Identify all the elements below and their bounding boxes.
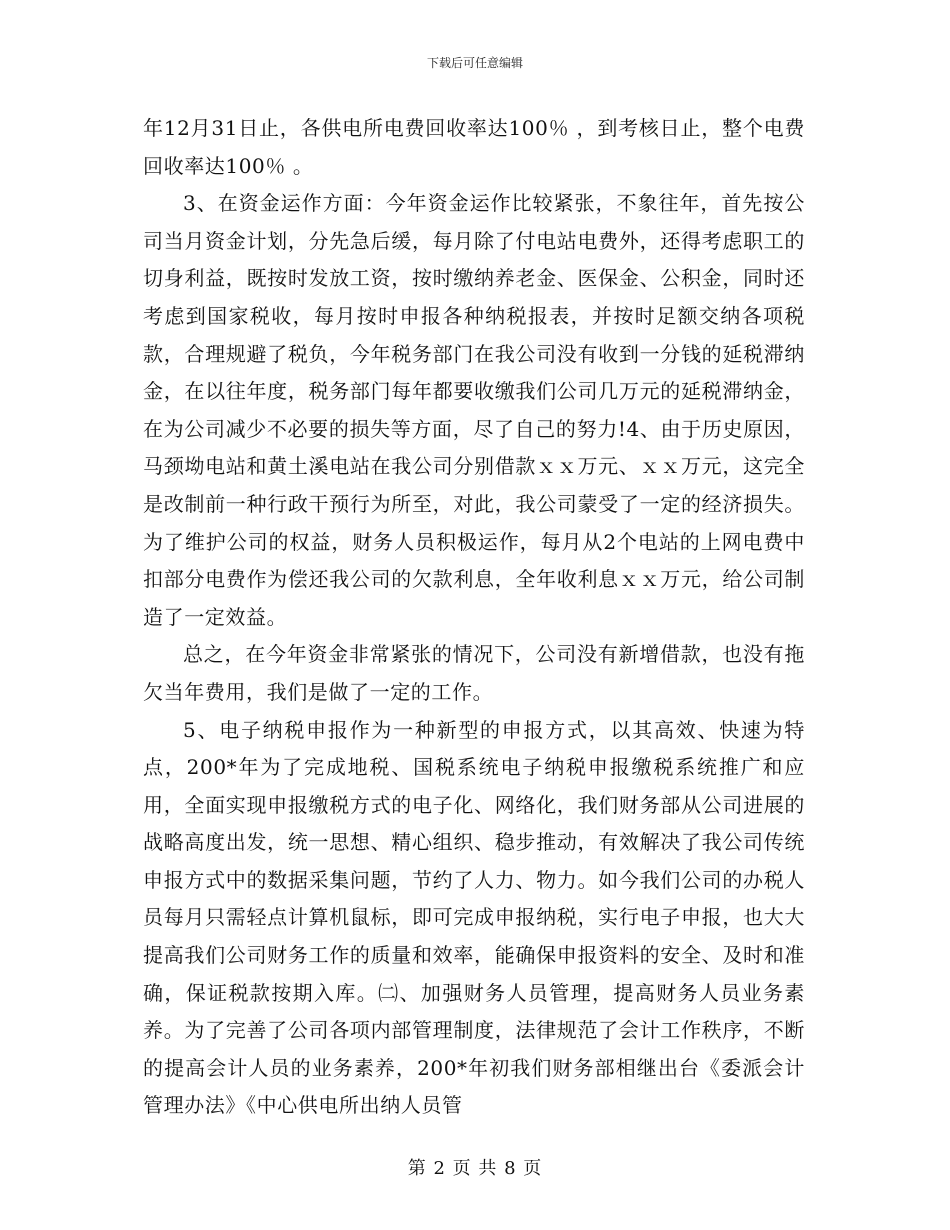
- paragraph-1: 年12月31日止，各供电所电费回收率达100％ ，到考核日止，整个电费回收率达100％ 。: [143, 116, 805, 178]
- document-body: [143, 110, 805, 1125]
- page-header: 下载后可任意编辑: [426, 56, 523, 70]
- paragraph-4: 5、电子纳税申报作为一种新型的申报方式，以其高效、快速为特点，200*年为了完成地税、国税系统电子纳税申报缴税系统推广和应用，全面实现申报缴税方式的电子化、网络化，我们财务部从公司进展的战略高度出发，统一思想、精心组织、稳步推动，有效解决了我公司传统申报方式中的数据采集问题，节约了人力、物力。如今我们公司的办税人员每月只需轻点计算机鼠标，即可完成申报纳税，实行电子申报，也大大提高我们公司财务工作的质量和效率，能确保申报资料的安全、及时和准确，保证税款按期入库。㈡、加强财务人员管理，提高财务人员业务素养。为了完善了公司各项内部管理制度，法律规范了会计工作秩序，不断的提高会计人员的业务素养，200*年初我们财务部相继出台《委派会计管理办法》《中心供电所出纳人员管: [143, 717, 805, 1118]
- paragraph-3: 总之，在今年资金非常紧张的情况下，公司没有新增借款，也没有拖欠当年费用，我们是做了一定的工作。: [143, 642, 805, 704]
- page-number: 第 2 页 共 8 页: [407, 1158, 543, 1179]
- paragraph-2: 3、在资金运作方面：今年资金运作比较紧张，不象往年，首先按公司当月资金计划，分先急后缓，每月除了付电站电费外，还得考虑职工的切身利益，既按时发放工资，按时缴纳养老金、医保金、公积金，同时还考虑到国家税收，每月按时申报各种纳税报表，并按时足额交纳各项税款，合理规避了税负，今年税务部门在我公司没有收到一分钱的延税滞纳金，在以往年度，税务部门每年都要收缴我们公司几万元的延税滞纳金，在为公司减少不必要的损失等方面，尽了自己的努力!4、由于历史原因，马颈坳电站和黄土溪电站在我公司分别借款ｘｘ万元、ｘｘ万元，这完全是改制前一种行政干预行为所至，对此，我公司蒙受了一定的经济损失。为了维护公司的权益，财务人员积极运作，每月从2个电站的上网电费中扣部分电费作为偿还我公司的欠款利息，全年收利息ｘｘ万元，给公司制造了一定效益。: [143, 191, 805, 629]
